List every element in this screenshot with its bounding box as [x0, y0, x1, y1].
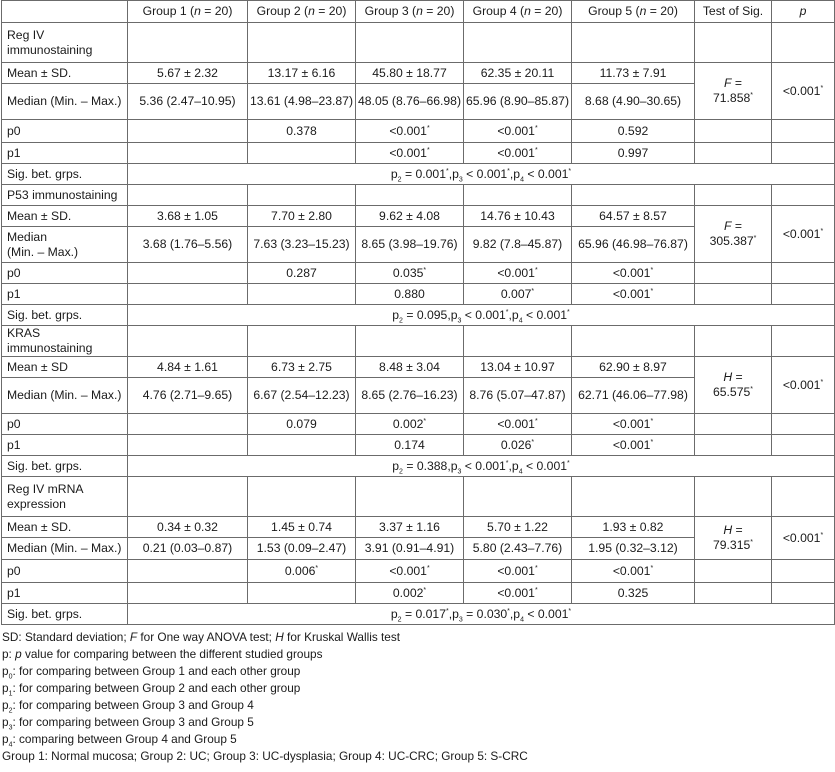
sig-row	[2, 305, 835, 326]
median-cell: 8.76 (5.07–47.87)	[464, 378, 572, 414]
median-cell: 8.65 (3.98–19.76)	[356, 227, 464, 263]
mean-cell: 0.34 ± 0.32	[128, 517, 248, 538]
mean-label: Mean ± SD	[2, 357, 128, 378]
p0-cell: 0.035*	[356, 263, 464, 284]
sig-between-groups: $p_2 = 0.095,p_3 < 0.001^*,p_4 < 0.001^*$	[128, 305, 835, 326]
median-cell: 5.36 (2.47–10.95)	[128, 84, 248, 120]
p1-cell: 0.007*	[464, 284, 572, 305]
p0-cell: 0.592	[572, 120, 695, 143]
median-cell: 65.96 (8.90–85.87)	[464, 84, 572, 120]
p0-row	[2, 120, 835, 143]
section-row-kras_immuno	[2, 326, 835, 357]
p1-cell	[128, 143, 248, 164]
median-cell: 3.91 (0.91–4.91)	[356, 538, 464, 560]
median-label: Median (Min. – Max.)	[2, 84, 128, 120]
p0-cell: 0.287	[248, 263, 356, 284]
p1-cell: 0.002*	[356, 583, 464, 604]
p0-cell: <0.001*	[464, 560, 572, 583]
test-statistic: H = 79.315*	[695, 517, 772, 560]
median-cell: 6.67 (2.54–12.23)	[248, 378, 356, 414]
header-blank	[2, 1, 128, 23]
mean-cell: 7.70 ± 2.80	[248, 206, 356, 227]
p0-label: p0	[2, 560, 128, 583]
p1-label: p1	[2, 143, 128, 164]
p1-label: p1	[2, 435, 128, 456]
p1-row	[2, 284, 835, 305]
section-row-reg4_immuno	[2, 23, 835, 63]
p-value: <0.001*	[772, 357, 835, 414]
note-groups: Group 1: Normal mucosa; Group 2: UC; Group 3: UC-dysplasia; Group 4: UC-CRC; Group 5: S-CRC	[2, 749, 528, 763]
header-group-2: Group 2 (n = 20)	[248, 1, 356, 23]
p1-row	[2, 435, 835, 456]
p1-label: p1	[2, 284, 128, 305]
header-test: Test of Sig.	[695, 1, 772, 23]
median-cell: 65.96 (46.98–76.87)	[572, 227, 695, 263]
note-p2: $p_2$: for comparing between Group 3 and Group 4	[2, 698, 254, 715]
p0-row	[2, 560, 835, 583]
p1-cell: <0.001*	[356, 143, 464, 164]
mean-cell: 5.67 ± 2.32	[128, 63, 248, 84]
mean-label: Mean ± SD.	[2, 206, 128, 227]
mean-cell: 45.80 ± 18.77	[356, 63, 464, 84]
mean-cell: 3.68 ± 1.05	[128, 206, 248, 227]
mean-label: Mean ± SD.	[2, 63, 128, 84]
median-label: Median (Min. – Max.)	[2, 227, 128, 263]
p1-cell: 0.997	[572, 143, 695, 164]
section-title: P53 immunostaining	[2, 185, 128, 206]
p1-cell	[248, 583, 356, 604]
p1-cell: <0.001*	[464, 583, 572, 604]
median-cell: 9.82 (7.8–45.87)	[464, 227, 572, 263]
median-cell: 1.53 (0.09–2.47)	[248, 538, 356, 560]
p1-cell: <0.001*	[572, 435, 695, 456]
section-title: KRAS immunostaining	[2, 326, 128, 357]
note-p3: $p_3$: for comparing between Group 3 and Group 5	[2, 715, 254, 732]
mean-cell: 1.93 ± 0.82	[572, 517, 695, 538]
p0-cell: 0.079	[248, 414, 356, 435]
mean-cell: 1.45 ± 0.74	[248, 517, 356, 538]
section-row-reg4_mrna	[2, 477, 835, 517]
p0-cell: <0.001*	[572, 263, 695, 284]
p1-cell	[128, 284, 248, 305]
median-cell: 1.95 (0.32–3.12)	[572, 538, 695, 560]
p1-cell	[248, 284, 356, 305]
p0-cell	[128, 120, 248, 143]
median-cell: 13.61 (4.98–23.87)	[248, 84, 356, 120]
p-value: <0.001*	[772, 206, 835, 263]
p0-cell: <0.001*	[464, 120, 572, 143]
p0-cell: <0.001*	[464, 263, 572, 284]
p1-cell: 0.026*	[464, 435, 572, 456]
median-cell: 62.71 (46.06–77.98)	[572, 378, 695, 414]
mean-cell: 6.73 ± 2.75	[248, 357, 356, 378]
p-value: <0.001*	[772, 517, 835, 560]
mean-cell: 64.57 ± 8.57	[572, 206, 695, 227]
note-p0: $p_0$: for comparing between Group 1 and each other group	[2, 664, 301, 681]
median-cell: 8.65 (2.76–16.23)	[356, 378, 464, 414]
p0-label: p0	[2, 263, 128, 284]
p0-row	[2, 414, 835, 435]
p0-cell: 0.002*	[356, 414, 464, 435]
test-statistic: H = 65.575*	[695, 357, 772, 414]
section-row-p53_immuno	[2, 185, 835, 206]
header-p: p	[772, 1, 835, 23]
p1-label: p1	[2, 583, 128, 604]
sig-label: Sig. bet. grps.	[2, 604, 128, 625]
note-p: p: p value for comparing between the different studied groups	[2, 647, 323, 661]
sig-between-groups: $p_2 = 0.388,p_3 < 0.001^*,p_4 < 0.001^*$	[128, 456, 835, 477]
mean-label: Mean ± SD.	[2, 517, 128, 538]
p0-cell: <0.001*	[356, 120, 464, 143]
sig-label: Sig. bet. grps.	[2, 164, 128, 185]
median-cell: 7.63 (3.23–15.23)	[248, 227, 356, 263]
mean-row	[2, 206, 835, 227]
p0-cell	[128, 263, 248, 284]
p-value: <0.001*	[772, 63, 835, 120]
p0-cell: <0.001*	[464, 414, 572, 435]
p1-cell: 0.325	[572, 583, 695, 604]
p0-cell: 0.006*	[248, 560, 356, 583]
mean-row	[2, 517, 835, 538]
median-cell: 4.76 (2.71–9.65)	[128, 378, 248, 414]
p0-cell	[128, 560, 248, 583]
mean-cell: 8.48 ± 3.04	[356, 357, 464, 378]
p1-cell: <0.001*	[572, 284, 695, 305]
mean-cell: 14.76 ± 10.43	[464, 206, 572, 227]
p1-cell: 0.174	[356, 435, 464, 456]
p1-cell	[128, 583, 248, 604]
sig-label: Sig. bet. grps.	[2, 305, 128, 326]
mean-cell: 13.04 ± 10.97	[464, 357, 572, 378]
median-cell: 8.68 (4.90–30.65)	[572, 84, 695, 120]
p1-row	[2, 583, 835, 604]
section-title: Reg IV mRNA expression	[2, 477, 128, 517]
p0-label: p0	[2, 120, 128, 143]
mean-row	[2, 357, 835, 378]
p0-row	[2, 263, 835, 284]
p1-row	[2, 143, 835, 164]
median-cell: 0.21 (0.03–0.87)	[128, 538, 248, 560]
p0-cell: <0.001*	[572, 414, 695, 435]
p0-cell	[128, 414, 248, 435]
median-label: Median (Min. – Max.)	[2, 378, 128, 414]
note-abbrev: SD: Standard deviation; F for One way ANOVA test; H for Kruskal Wallis test	[2, 630, 401, 644]
p0-cell: <0.001*	[572, 560, 695, 583]
sig-row	[2, 164, 835, 185]
header-group-1: Group 1 (n = 20)	[128, 1, 248, 23]
mean-cell: 9.62 ± 4.08	[356, 206, 464, 227]
header-row	[2, 1, 835, 23]
p0-cell: 0.378	[248, 120, 356, 143]
header-group-3: Group 3 (n = 20)	[356, 1, 464, 23]
median-cell: 3.68 (1.76–5.56)	[128, 227, 248, 263]
section-title: Reg IV immunostaining	[2, 23, 128, 63]
sig-label: Sig. bet. grps.	[2, 456, 128, 477]
mean-cell: 3.37 ± 1.16	[356, 517, 464, 538]
mean-cell: 13.17 ± 6.16	[248, 63, 356, 84]
sig-row	[2, 456, 835, 477]
median-cell: 5.80 (2.43–7.76)	[464, 538, 572, 560]
test-statistic: F = 71.858*	[695, 63, 772, 120]
p0-cell: <0.001*	[356, 560, 464, 583]
p1-cell: <0.001*	[464, 143, 572, 164]
header-group-5: Group 5 (n = 20)	[572, 1, 695, 23]
note-p1: $p_1$: for comparing between Group 2 and each other group	[2, 681, 301, 698]
mean-cell: 5.70 ± 1.22	[464, 517, 572, 538]
mean-cell: 11.73 ± 7.91	[572, 63, 695, 84]
p0-label: p0	[2, 414, 128, 435]
p1-cell	[248, 435, 356, 456]
table-notes	[2, 629, 835, 765]
mean-cell: 62.90 ± 8.97	[572, 357, 695, 378]
median-cell: 48.05 (8.76–66.98)	[356, 84, 464, 120]
p1-cell: 0.880	[356, 284, 464, 305]
header-group-4: Group 4 (n = 20)	[464, 1, 572, 23]
p1-cell	[248, 143, 356, 164]
median-label: Median (Min. – Max.)	[2, 538, 128, 560]
sig-row	[2, 604, 835, 625]
mean-row	[2, 63, 835, 84]
sig-between-groups: $p_2 = 0.001^*,p_3 < 0.001^*,p_4 < 0.001^*$	[128, 164, 835, 185]
p1-cell	[128, 435, 248, 456]
results-table	[1, 0, 835, 625]
sig-between-groups: $p_2 = 0.017^*,p_3 = 0.030^*,p_4 < 0.001^*$	[128, 604, 835, 625]
note-p4: $p_4$: comparing between Group 4 and Group 5	[2, 732, 237, 749]
test-statistic: F = 305.387*	[695, 206, 772, 263]
mean-cell: 4.84 ± 1.61	[128, 357, 248, 378]
mean-cell: 62.35 ± 20.11	[464, 63, 572, 84]
